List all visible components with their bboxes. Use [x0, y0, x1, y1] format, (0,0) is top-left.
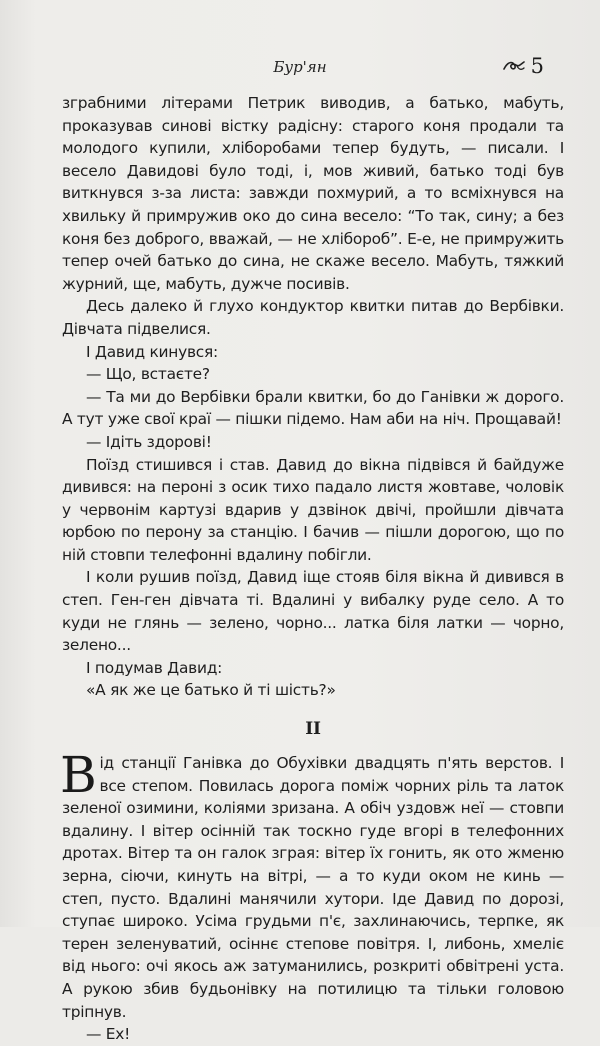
drop-cap: В — [60, 746, 97, 805]
dialogue-line: — Ідіть здорові! — [86, 432, 212, 451]
dialogue-line: — Ех! — [86, 1025, 131, 1044]
paragraph: «А як же це батько й ті шість?» — [86, 681, 336, 700]
paragraph-with-drop-cap — [60, 746, 564, 1023]
dialogue-line: — Що, встаєте? — [86, 365, 210, 384]
paragraph: І подумав Давид: — [86, 658, 223, 677]
paragraph: зграбними літерами Петрик виводив, а батько, мабуть, проказував синові вістку радісну: старого коня продали та молодого купили, хліборобами тепер будуть, — писали. І весело Давидові було тоді, і, мов живий, батько тоді був виткнувся з-за листа: завжди похмурий, а то всміхнувся на хвильку й примружив око до сина весело: “То так, сину; а без коня без доброго, вважай, — не хлібороб”. Е-е, не примружить тепер очей батько до сина, не скаже весело. Мабуть, тяжкий журний, ще, мабуть, дужче посивів. — [62, 94, 564, 293]
page-number: 5 — [530, 54, 544, 78]
paragraph: І коли рушив поїзд, Давид іще стояв біля вікна й дивився в степ. Ген-ген дівчата ті. Вдалині у вибалку руде село. А то куди не глянь — зелено, чорно... латка біля латки — чорно, зелено... — [62, 568, 564, 655]
running-title: Бур'ян — [273, 58, 327, 76]
paragraph: Поїзд стишився і став. Давид до вікна підвівся й байдуже дивився: на пероні з осик тихо падало листя жовтаве, чоловік у червонім картузі вдарив у дзвінок двічі, пройшли дівчата юрбою по перону за станцію. І бачив — пішли дорогою, що по ній стовпи телефонні вдалину побігли. — [62, 455, 564, 564]
paragraph: І Давид кинувся: — [86, 342, 218, 361]
body-text — [62, 92, 564, 1046]
dialogue-line: — Та ми до Вербівки брали квитки, бо до Ганівки ж дорого. А тут уже свої краї — пішки підемо. Нам аби на ніч. Прощавай! — [62, 387, 564, 429]
section-heading: II — [305, 719, 321, 740]
paragraph-text: ід станції Ганівка до Обухівки двадцять п'ять верстов. І все степом. Повилась дорога поміж чорних ріль та латок зеленої озимини, коліями зризана. А обіч уздовж неї — стовпи вдалину. І вітер осінній так тоскно гуде вгорі в телефонних дротах. Вітер та он галок зграя: вітер їх гонить, як ото жменю зерна, сіючи, кинуть на вітрі, — а то куди оком не кинь — степ, пусто. Вдалині манячили хутори. Іде Давид по дорозі, ступає широко. Усіма грудьми п'є, захлинаючись, терпке, як терен зеленуватий, осіннє степове повітря. І, либонь, хмеліє від нього: очі якось аж затуманились, розкриті обвітрені уста. А рукою збив будьонівку на потилицю та тільки головою тріпнув. — [62, 754, 564, 1021]
page-number-area — [503, 54, 544, 78]
paragraph: Десь далеко й глухо кондуктор квитки питав до Вербівки. Дівчата підвелися. — [62, 297, 564, 338]
leaf-ornament-icon — [503, 59, 525, 73]
